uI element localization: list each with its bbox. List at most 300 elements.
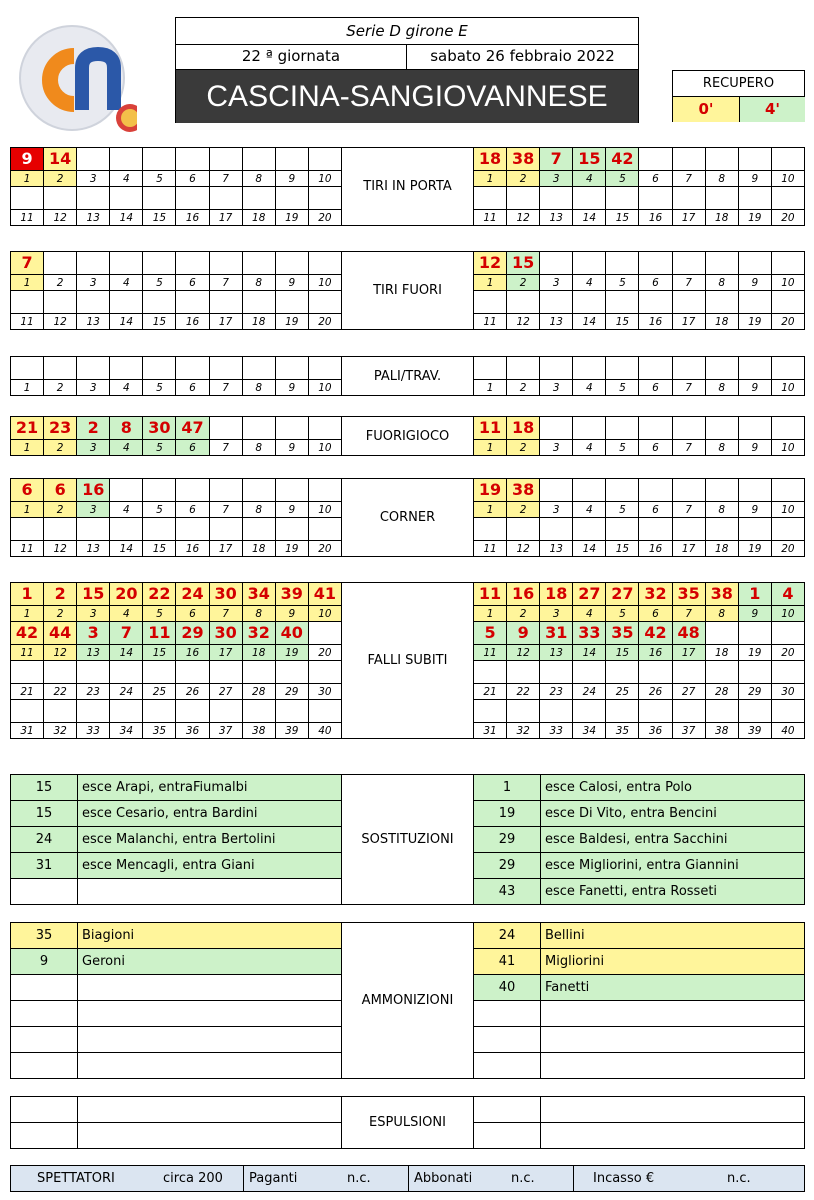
event-minute — [110, 148, 143, 171]
event-description: Bellini — [541, 923, 805, 949]
slot-number: 8 — [705, 606, 738, 622]
event-minute — [639, 700, 672, 723]
slot-number: 6 — [176, 440, 209, 456]
slot-number: 15 — [143, 314, 176, 330]
cards-home-table — [10, 922, 342, 1079]
slot-number: 4 — [110, 275, 143, 291]
slot-number: 12 — [44, 541, 77, 557]
slot-number: 18 — [705, 645, 738, 661]
slot-number: 3 — [540, 380, 573, 396]
slot-number: 8 — [705, 275, 738, 291]
slot-number: 5 — [143, 275, 176, 291]
slot-number: 12 — [507, 210, 540, 226]
slot-number: 7 — [672, 606, 705, 622]
event-minute — [672, 148, 705, 171]
event-minute — [209, 479, 242, 502]
event-minute: 35 — [672, 583, 705, 606]
event-minute — [44, 187, 77, 210]
slot-number: 16 — [639, 210, 672, 226]
event-minute — [308, 417, 341, 440]
slot-number: 11 — [474, 314, 507, 330]
slot-number: 36 — [176, 723, 209, 739]
event-minute — [672, 187, 705, 210]
slot-number: 17 — [209, 314, 242, 330]
red-home-name — [78, 1123, 342, 1149]
event-minute: 18 — [507, 417, 540, 440]
event-minute — [474, 187, 507, 210]
event-minute — [738, 700, 771, 723]
match-header — [175, 17, 639, 123]
event-minute — [771, 148, 804, 171]
event-minute: 47 — [176, 417, 209, 440]
slot-number: 27 — [209, 684, 242, 700]
event-minute — [11, 700, 44, 723]
slot-number: 16 — [639, 541, 672, 557]
event-minute — [573, 187, 606, 210]
slot-number: 7 — [209, 380, 242, 396]
event-minute — [275, 417, 308, 440]
event-description: Biagioni — [78, 923, 342, 949]
event-minute: 19 — [474, 801, 541, 827]
event-minute — [143, 479, 176, 502]
slot-number: 11 — [474, 645, 507, 661]
event-minute — [474, 661, 507, 684]
paganti-value: n.c. — [347, 1171, 371, 1186]
slot-number: 19 — [738, 314, 771, 330]
slot-number: 23 — [540, 684, 573, 700]
slot-number: 9 — [738, 440, 771, 456]
slot-number: 1 — [11, 606, 44, 622]
event-minute — [705, 417, 738, 440]
event-minute — [44, 518, 77, 541]
slot-number: 20 — [771, 541, 804, 557]
event-minute — [738, 148, 771, 171]
event-minute — [176, 479, 209, 502]
event-minute: 30 — [209, 622, 242, 645]
event-description — [78, 1053, 342, 1079]
slot-number: 14 — [573, 314, 606, 330]
tiri-in-porta-away-grid — [473, 147, 805, 226]
slot-number: 15 — [143, 541, 176, 557]
slot-number: 9 — [275, 380, 308, 396]
slot-number: 11 — [11, 314, 44, 330]
event-minute — [11, 291, 44, 314]
slot-number: 4 — [110, 171, 143, 187]
event-minute — [143, 148, 176, 171]
slot-number: 39 — [275, 723, 308, 739]
red-home-table — [10, 1096, 342, 1149]
event-minute: 40 — [474, 975, 541, 1001]
event-minute — [573, 291, 606, 314]
event-minute — [308, 357, 341, 380]
event-minute: 42 — [11, 622, 44, 645]
slot-number: 6 — [176, 171, 209, 187]
event-minute — [738, 252, 771, 275]
event-description — [541, 1001, 805, 1027]
event-minute — [705, 518, 738, 541]
event-minute — [573, 252, 606, 275]
incasso-label: Incasso € — [593, 1171, 655, 1186]
event-minute — [11, 518, 44, 541]
slot-number: 5 — [143, 440, 176, 456]
event-minute — [540, 479, 573, 502]
slot-number: 38 — [705, 723, 738, 739]
event-minute: 1 — [11, 583, 44, 606]
slot-number: 2 — [507, 440, 540, 456]
slot-number: 7 — [672, 380, 705, 396]
event-minute: 18 — [540, 583, 573, 606]
event-minute — [606, 291, 639, 314]
event-minute: 4 — [771, 583, 804, 606]
slot-number: 20 — [308, 541, 341, 557]
slot-number: 4 — [110, 380, 143, 396]
slot-number: 6 — [176, 275, 209, 291]
event-minute — [606, 661, 639, 684]
slot-number: 4 — [110, 502, 143, 518]
event-minute — [11, 1027, 78, 1053]
slot-number: 18 — [705, 314, 738, 330]
subs-away-table — [473, 774, 805, 905]
event-minute — [639, 187, 672, 210]
event-minute — [672, 700, 705, 723]
slot-number: 18 — [705, 210, 738, 226]
slot-number: 9 — [738, 606, 771, 622]
event-minute — [275, 518, 308, 541]
event-minute — [308, 291, 341, 314]
slot-number: 7 — [209, 606, 242, 622]
event-minute — [705, 291, 738, 314]
event-minute: 38 — [705, 583, 738, 606]
slot-number: 16 — [176, 645, 209, 661]
slot-number: 8 — [705, 440, 738, 456]
slot-number: 9 — [738, 502, 771, 518]
slot-number: 17 — [209, 210, 242, 226]
event-description: esce Di Vito, entra Bencini — [541, 801, 805, 827]
event-minute: 27 — [573, 583, 606, 606]
slot-number: 4 — [573, 380, 606, 396]
slot-number: 6 — [639, 440, 672, 456]
event-minute: 15 — [573, 148, 606, 171]
slot-number: 19 — [738, 645, 771, 661]
event-minute — [705, 252, 738, 275]
slot-number: 7 — [209, 171, 242, 187]
event-minute — [176, 661, 209, 684]
slot-number: 16 — [639, 314, 672, 330]
slot-number: 13 — [77, 541, 110, 557]
slot-number: 12 — [507, 645, 540, 661]
slot-number: 22 — [507, 684, 540, 700]
event-minute — [474, 518, 507, 541]
slot-number: 18 — [242, 541, 275, 557]
event-minute: 3 — [77, 622, 110, 645]
slot-number: 15 — [606, 314, 639, 330]
event-minute — [771, 661, 804, 684]
event-minute — [771, 357, 804, 380]
red-away-min — [474, 1123, 541, 1149]
slot-number: 5 — [143, 606, 176, 622]
slot-number: 10 — [771, 606, 804, 622]
slot-number: 24 — [573, 684, 606, 700]
event-minute: 42 — [639, 622, 672, 645]
cards-label: AMMONIZIONI — [341, 922, 474, 1079]
event-minute — [474, 291, 507, 314]
round: 22 ª giornata — [176, 44, 407, 69]
event-minute — [705, 622, 738, 645]
slot-number: 40 — [308, 723, 341, 739]
event-minute — [44, 357, 77, 380]
event-minute — [639, 417, 672, 440]
slot-number: 3 — [77, 606, 110, 622]
slot-number: 31 — [11, 723, 44, 739]
event-minute — [110, 661, 143, 684]
event-description — [78, 1027, 342, 1053]
event-minute — [176, 291, 209, 314]
slot-number: 14 — [573, 541, 606, 557]
slot-number: 19 — [275, 314, 308, 330]
slot-number: 3 — [540, 171, 573, 187]
incasso-value: n.c. — [727, 1171, 751, 1186]
event-minute — [44, 700, 77, 723]
event-minute — [771, 518, 804, 541]
slot-number: 10 — [308, 275, 341, 291]
event-minute — [77, 700, 110, 723]
slot-number: 2 — [507, 606, 540, 622]
event-minute: 24 — [474, 923, 541, 949]
event-minute — [672, 518, 705, 541]
event-description — [78, 1001, 342, 1027]
slot-number: 2 — [44, 440, 77, 456]
event-minute: 16 — [507, 583, 540, 606]
cards-away-table — [473, 922, 805, 1079]
slot-number: 1 — [11, 275, 44, 291]
slot-number: 13 — [77, 645, 110, 661]
slot-number: 14 — [110, 314, 143, 330]
slot-number: 10 — [771, 502, 804, 518]
event-minute — [77, 357, 110, 380]
slot-number: 1 — [11, 440, 44, 456]
slot-number: 4 — [573, 606, 606, 622]
recupero-first-half: 0' — [673, 97, 740, 122]
slot-number: 15 — [143, 210, 176, 226]
slot-number: 20 — [771, 210, 804, 226]
slot-number: 20 — [771, 314, 804, 330]
slot-number: 16 — [176, 541, 209, 557]
event-description: esce Calosi, entra Polo — [541, 775, 805, 801]
slot-number: 6 — [176, 502, 209, 518]
event-minute: 6 — [44, 479, 77, 502]
slot-number: 6 — [639, 606, 672, 622]
pali-home-grid — [10, 356, 342, 396]
slot-number: 34 — [573, 723, 606, 739]
slot-number: 9 — [275, 275, 308, 291]
slot-number: 5 — [143, 380, 176, 396]
slot-number: 8 — [705, 502, 738, 518]
event-minute — [573, 357, 606, 380]
slot-number: 19 — [275, 645, 308, 661]
event-minute — [606, 417, 639, 440]
event-minute — [275, 252, 308, 275]
slot-number: 2 — [44, 502, 77, 518]
event-minute — [573, 417, 606, 440]
slot-number: 8 — [242, 606, 275, 622]
event-description: esce Mencagli, entra Giani — [78, 853, 342, 879]
slot-number: 10 — [771, 275, 804, 291]
slot-number: 12 — [507, 314, 540, 330]
event-minute: 44 — [44, 622, 77, 645]
event-minute: 35 — [606, 622, 639, 645]
slot-number: 15 — [606, 210, 639, 226]
event-minute — [771, 479, 804, 502]
event-minute — [540, 187, 573, 210]
event-minute — [143, 291, 176, 314]
event-minute — [507, 518, 540, 541]
slot-number: 10 — [308, 440, 341, 456]
slot-number: 18 — [242, 645, 275, 661]
event-minute: 23 — [44, 417, 77, 440]
slot-number: 2 — [507, 380, 540, 396]
slot-number: 28 — [242, 684, 275, 700]
event-minute — [209, 417, 242, 440]
slot-number: 24 — [110, 684, 143, 700]
slot-number: 5 — [606, 440, 639, 456]
event-minute — [705, 148, 738, 171]
event-minute — [143, 518, 176, 541]
slot-number: 14 — [110, 645, 143, 661]
event-minute: 11 — [474, 583, 507, 606]
event-minute — [143, 252, 176, 275]
event-minute — [242, 357, 275, 380]
event-minute — [77, 291, 110, 314]
red-home-min — [11, 1123, 78, 1149]
slot-number: 11 — [11, 541, 44, 557]
event-minute: 24 — [176, 583, 209, 606]
event-minute: 18 — [474, 148, 507, 171]
slot-number: 4 — [573, 502, 606, 518]
event-minute — [44, 252, 77, 275]
event-minute — [176, 518, 209, 541]
event-minute — [573, 479, 606, 502]
event-minute: 43 — [474, 879, 541, 905]
event-minute: 19 — [474, 479, 507, 502]
event-minute — [11, 661, 44, 684]
corner-away-grid — [473, 478, 805, 557]
event-minute — [275, 187, 308, 210]
event-minute — [540, 291, 573, 314]
corner-home-grid — [10, 478, 342, 557]
event-minute — [44, 291, 77, 314]
event-minute — [738, 622, 771, 645]
event-minute — [738, 357, 771, 380]
event-minute — [606, 252, 639, 275]
slot-number: 10 — [308, 171, 341, 187]
slot-number: 20 — [308, 645, 341, 661]
event-minute: 15 — [11, 801, 78, 827]
event-minute — [540, 661, 573, 684]
event-minute — [242, 479, 275, 502]
slot-number: 7 — [672, 171, 705, 187]
slot-number: 9 — [275, 606, 308, 622]
slot-number: 40 — [771, 723, 804, 739]
event-minute: 15 — [11, 775, 78, 801]
slot-number: 7 — [209, 275, 242, 291]
event-minute — [242, 187, 275, 210]
club-logo — [12, 18, 137, 138]
slot-number: 6 — [639, 171, 672, 187]
slot-number: 25 — [143, 684, 176, 700]
event-minute — [143, 187, 176, 210]
slot-number: 6 — [639, 275, 672, 291]
event-minute — [308, 252, 341, 275]
slot-number: 3 — [77, 380, 110, 396]
slot-number: 33 — [77, 723, 110, 739]
event-minute — [639, 357, 672, 380]
event-minute: 2 — [77, 417, 110, 440]
event-minute: 31 — [11, 853, 78, 879]
event-minute — [242, 291, 275, 314]
slot-number: 2 — [507, 275, 540, 291]
slot-number: 1 — [11, 380, 44, 396]
slot-number: 2 — [44, 606, 77, 622]
red-home-min — [11, 1097, 78, 1123]
event-minute: 35 — [11, 923, 78, 949]
recupero-box — [672, 70, 805, 122]
event-minute — [507, 661, 540, 684]
slot-number: 37 — [209, 723, 242, 739]
slot-number: 35 — [143, 723, 176, 739]
slot-number: 13 — [540, 645, 573, 661]
event-minute — [606, 357, 639, 380]
event-minute — [573, 518, 606, 541]
event-minute — [573, 700, 606, 723]
event-minute — [573, 661, 606, 684]
slot-number: 18 — [705, 541, 738, 557]
event-minute — [308, 187, 341, 210]
slot-number: 20 — [308, 314, 341, 330]
event-minute — [176, 187, 209, 210]
slot-number: 10 — [771, 440, 804, 456]
slot-number: 8 — [242, 502, 275, 518]
event-minute: 15 — [507, 252, 540, 275]
slot-number: 7 — [209, 502, 242, 518]
slot-number: 4 — [573, 275, 606, 291]
slot-number: 8 — [705, 380, 738, 396]
event-minute — [474, 1027, 541, 1053]
event-minute — [77, 518, 110, 541]
event-minute — [639, 479, 672, 502]
slot-number: 20 — [308, 210, 341, 226]
falli-label: FALLI SUBITI — [341, 582, 474, 739]
slot-number: 9 — [275, 440, 308, 456]
slot-number: 25 — [606, 684, 639, 700]
abbonati-label: Abbonati — [414, 1171, 473, 1186]
event-minute — [44, 661, 77, 684]
slot-number: 15 — [606, 541, 639, 557]
event-minute — [308, 518, 341, 541]
event-minute — [474, 357, 507, 380]
event-minute — [705, 357, 738, 380]
slot-number: 8 — [242, 275, 275, 291]
event-minute — [209, 252, 242, 275]
competition: Serie D girone E — [176, 18, 638, 45]
slot-number: 19 — [275, 210, 308, 226]
tiri-in-porta-label: TIRI IN PORTA — [341, 147, 474, 226]
event-minute: 48 — [672, 622, 705, 645]
event-minute: 8 — [110, 417, 143, 440]
event-minute: 12 — [474, 252, 507, 275]
slot-number: 10 — [308, 606, 341, 622]
event-minute — [639, 148, 672, 171]
event-description: esce Cesario, entra Bardini — [78, 801, 342, 827]
